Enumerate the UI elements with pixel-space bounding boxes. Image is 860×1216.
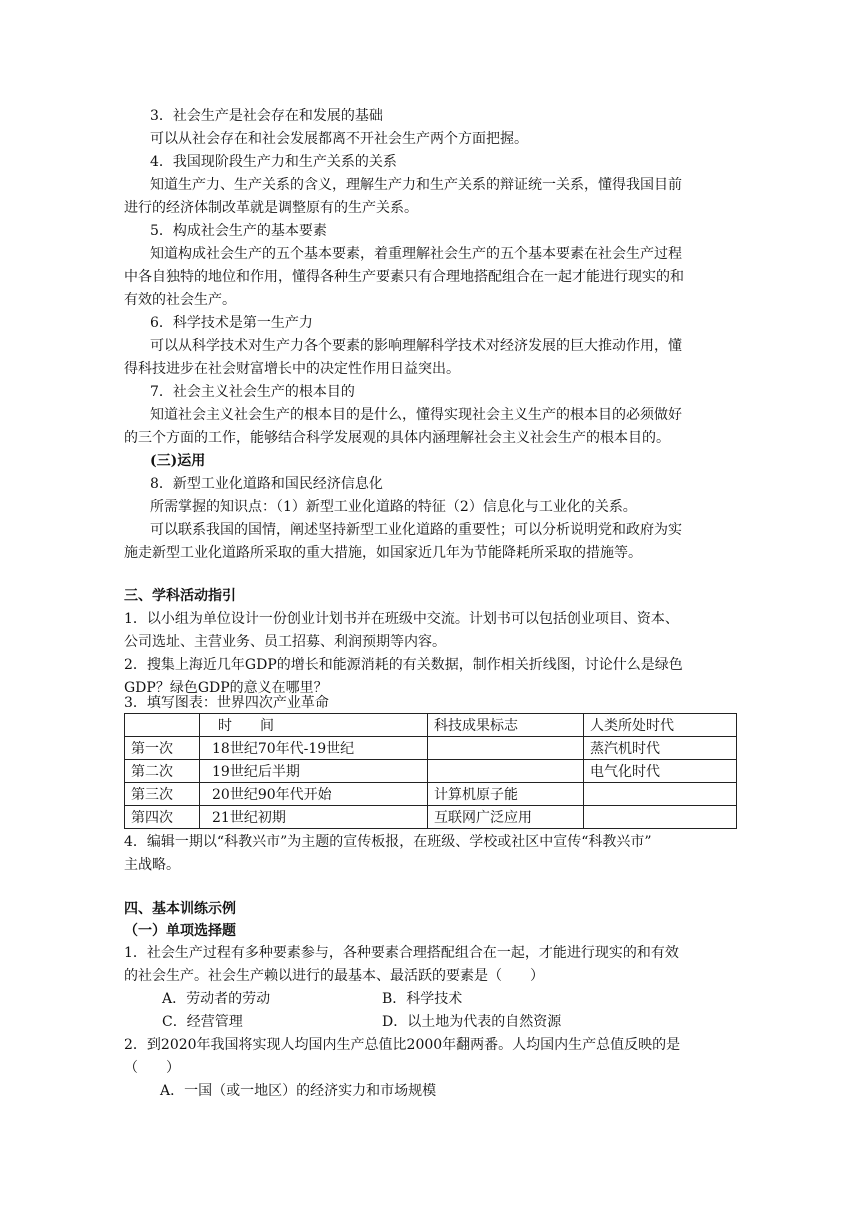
table-cell xyxy=(428,760,584,783)
table-cell: 21世纪初期 xyxy=(200,806,428,829)
table-header-cell: 时 间 xyxy=(200,714,428,737)
table-row xyxy=(125,760,737,783)
point-8-title: 8．新型工业化道路和国民经济信息化 xyxy=(150,476,383,492)
point-3-title: 3．社会生产是社会存在和发展的基础 xyxy=(150,108,383,124)
point-5-body-line2: 中各自独特的地位和作用，懂得各种生产要素只有合理地搭配组合在一起才能进行现实的和 xyxy=(124,269,684,285)
table-cell: 20世纪90年代开始 xyxy=(200,783,428,806)
table-cell: 第二次 xyxy=(125,760,200,783)
table-cell: 第一次 xyxy=(125,737,200,760)
question-1-option-b: B．科学技术 xyxy=(382,991,463,1007)
section-4-heading: 四、基本训练示例 xyxy=(124,901,236,917)
table-cell: 计算机原子能 xyxy=(428,783,584,806)
point-5-title: 5．构成社会生产的基本要素 xyxy=(150,223,327,239)
table-header-cell: 科技成果标志 xyxy=(428,714,584,737)
point-4-body-line2: 进行的经济体制改革就是调整原有的生产关系。 xyxy=(124,200,418,216)
activity-1-line2: 公司选址、主营业务、员工招募、利润预期等内容。 xyxy=(124,634,446,650)
table-cell: 互联网广泛应用 xyxy=(428,806,584,829)
activity-4-line2: 主战略。 xyxy=(124,857,180,873)
point-3-body: 可以从社会存在和社会发展都离不开社会生产两个方面把握。 xyxy=(150,131,528,147)
point-5-body-line1: 知道构成社会生产的五个基本要素，着重理解社会生产的五个基本要素在社会生产过程 xyxy=(150,246,682,262)
point-7-body-line2: 的三个方面的工作，能够结合科学发展观的具体内涵理解社会主义社会生产的根本目的。 xyxy=(124,430,670,446)
point-6-body-line1: 可以从科学技术对生产力各个要素的影响理解科学技术对经济发展的巨大推动作用，懂 xyxy=(150,338,682,354)
point-7-body-line1: 知道社会主义社会生产的根本目的是什么，懂得实现社会主义生产的根本目的必须做好 xyxy=(150,407,682,423)
question-1-line2: 的社会生产。社会生产赖以进行的最基本、最活跃的要素是（ ） xyxy=(124,968,544,984)
activity-2-line1: 2．搜集上海近几年GDP的增长和能源消耗的有关数据，制作相关折线图，讨论什么是绿色 xyxy=(124,657,683,673)
subsection-1-heading: （一）单项选择题 xyxy=(124,923,236,939)
table-header-cell xyxy=(125,714,200,737)
question-1-option-a: A．劳动者的劳动 xyxy=(162,991,271,1007)
point-4-title: 4．我国现阶段生产力和生产关系的关系 xyxy=(150,154,397,170)
activity-4-line1: 4．编辑一期以“科教兴市”为主题的宣传板报，在班级、学校或社区中宣传“科教兴市” xyxy=(124,834,652,850)
table-cell: 第四次 xyxy=(125,806,200,829)
table-cell xyxy=(584,806,737,829)
table-cell: 第三次 xyxy=(125,783,200,806)
activity-2-line2: GDP？绿色GDP的意义在哪里？ xyxy=(124,680,328,696)
point-7-title: 7．社会主义社会生产的根本目的 xyxy=(150,384,355,400)
point-6-title: 6．科学技术是第一生产力 xyxy=(150,315,313,331)
point-8-body-line3: 施走新型工业化道路所采取的重大措施，如国家近几年为节能降耗所采取的措施等。 xyxy=(124,545,642,561)
industrial-revolution-table xyxy=(124,713,737,829)
question-2-option-a: A．一国（或一地区）的经济实力和市场规模 xyxy=(160,1083,437,1099)
table-row xyxy=(125,737,737,760)
table-cell xyxy=(428,737,584,760)
table-cell: 蒸汽机时代 xyxy=(584,737,737,760)
point-8-body-line1: 所需掌握的知识点：（1）新型工业化道路的特征（2）信息化与工业化的关系。 xyxy=(150,499,637,515)
table-header-cell: 人类所处时代 xyxy=(584,714,737,737)
activity-3-line1: 3．填写图表：世界四次产业革命 xyxy=(124,695,329,711)
question-1-option-d: D．以土地为代表的自然资源 xyxy=(382,1014,562,1030)
question-2-line1: 2．到2020年我国将实现人均国内生产总值比2000年翻两番。人均国内生产总值反映的是 xyxy=(124,1037,681,1053)
point-8-body-line2: 可以联系我国的国情，阐述坚持新型工业化道路的重要性；可以分析说明党和政府为实 xyxy=(150,522,682,538)
question-1-line1: 1．社会生产过程有多种要素参与，各种要素合理搭配组合在一起，才能进行现实的和有效 xyxy=(124,945,679,961)
table-cell: 19世纪后半期 xyxy=(200,760,428,783)
question-2-line2: （ ） xyxy=(124,1060,180,1076)
table-cell: 18世纪70年代-19世纪 xyxy=(200,737,428,760)
point-6-body-line2: 得科技进步在社会财富增长中的决定性作用日益突出。 xyxy=(124,361,460,377)
subsection-3-heading: (三)运用 xyxy=(150,453,206,469)
table-cell: 电气化时代 xyxy=(584,760,737,783)
table-header-row xyxy=(125,714,737,737)
activity-1-line1: 1．以小组为单位设计一份创业计划书并在班级中交流。计划书可以包括创业项目、资本、 xyxy=(124,611,679,627)
table-row xyxy=(125,806,737,829)
table-cell xyxy=(584,783,737,806)
section-3-heading: 三、学科活动指引 xyxy=(124,588,236,604)
point-5-body-line3: 有效的社会生产。 xyxy=(124,292,236,308)
table-row xyxy=(125,783,737,806)
point-4-body-line1: 知道生产力、生产关系的含义，理解生产力和生产关系的辩证统一关系，懂得我国目前 xyxy=(150,177,682,193)
question-1-option-c: C．经营管理 xyxy=(162,1014,243,1030)
